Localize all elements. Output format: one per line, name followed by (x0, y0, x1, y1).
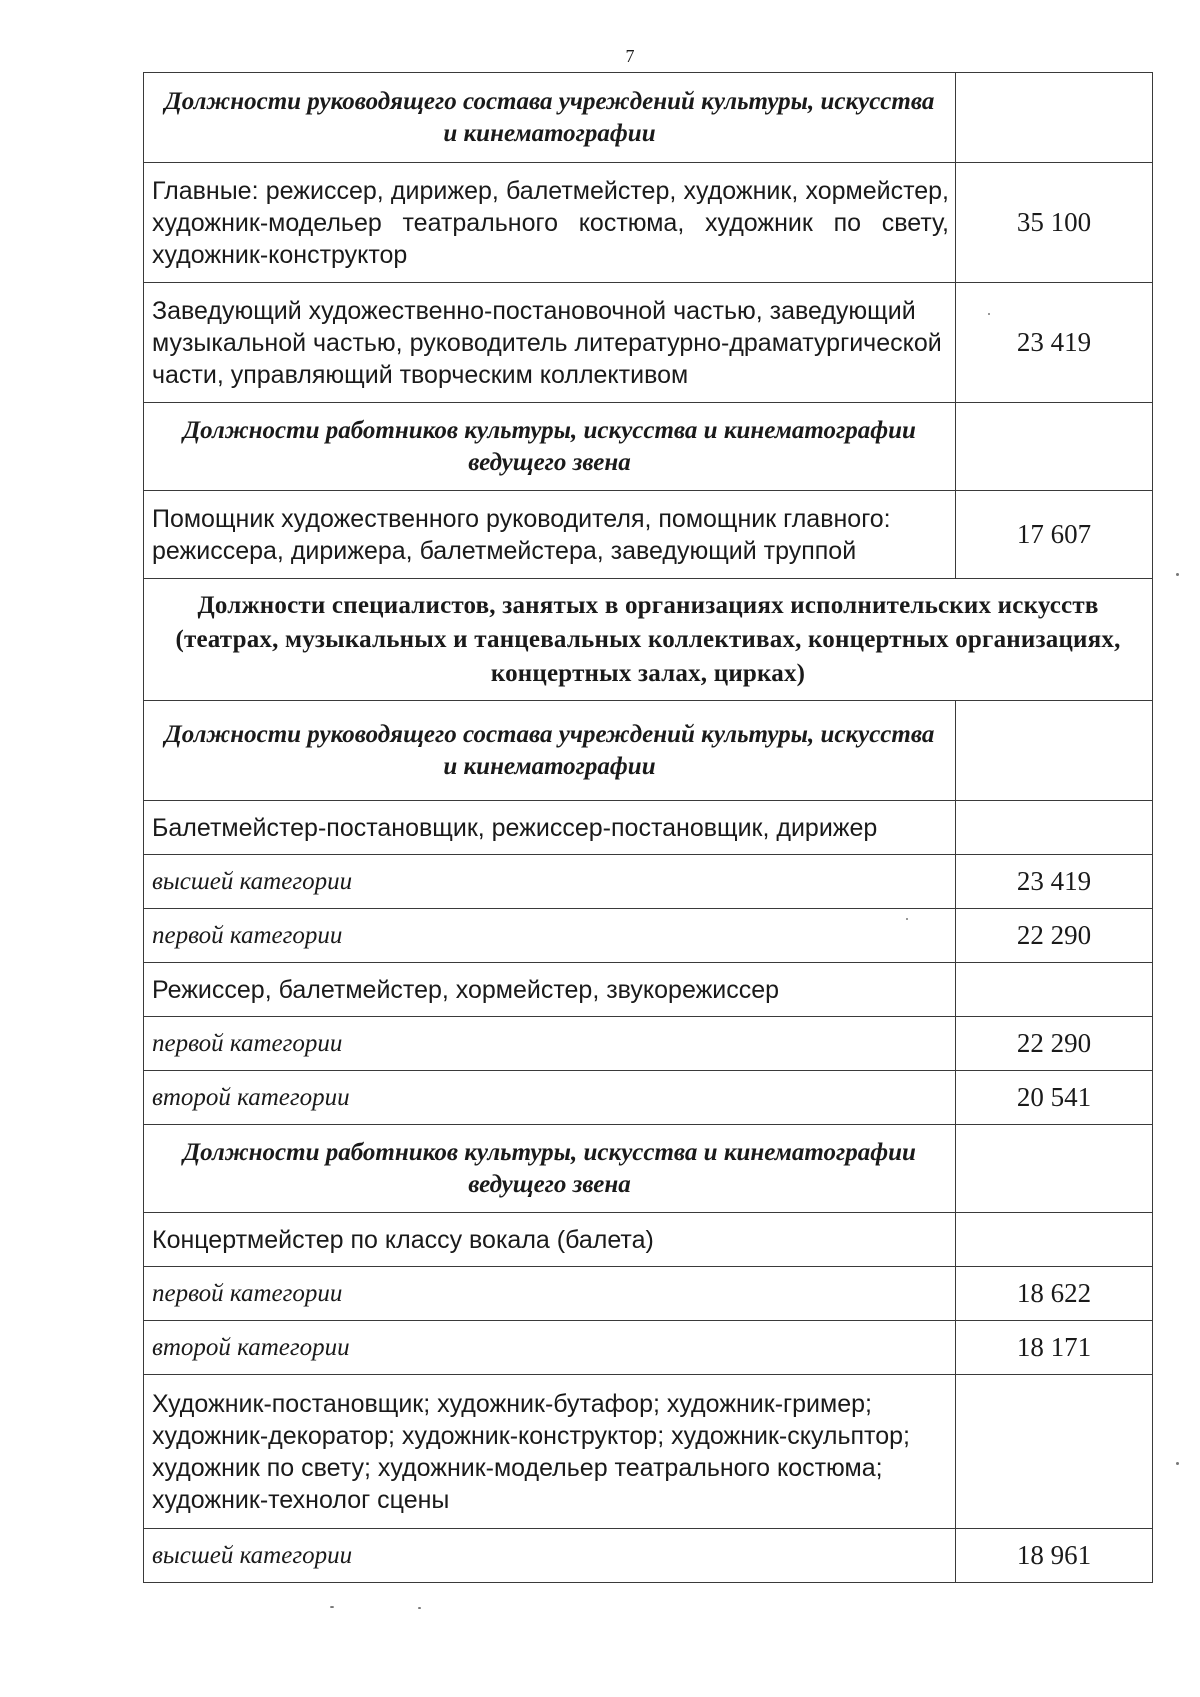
table-row (144, 801, 1153, 855)
salary-value: 17 607 (956, 491, 1153, 579)
position-label: Помощник художественного руководителя, помощник главного: режиссера, дирижера, балетмейстера, заведующий труппой (144, 491, 956, 579)
salary-value: 20 541 (956, 1071, 1153, 1125)
table-row (144, 73, 1153, 163)
section-heading-leading-tier: Должности работников культуры, искусства и кинематографии ведущего звена (144, 1125, 956, 1213)
table-row (144, 1071, 1153, 1125)
table-row (144, 963, 1153, 1017)
scan-speck (906, 918, 908, 920)
section-heading-leadership: Должности руководящего состава учреждений культуры, искусства и кинематографии (144, 73, 956, 163)
table-row (144, 909, 1153, 963)
category-label: первой категории (144, 909, 956, 963)
category-label: второй категории (144, 1321, 956, 1375)
section-heading-performing-arts: Должности специалистов, занятых в организациях исполнительских искусств (театрах, музыкальных и танцевальных коллективах, концертных организациях, концертных залах, цирках) (144, 579, 1153, 701)
salary-value: 18 961 (956, 1529, 1153, 1583)
salary-value (956, 1375, 1153, 1529)
salary-value: 18 171 (956, 1321, 1153, 1375)
position-label: Режиссер, балетмейстер, хормейстер, звукорежиссер (144, 963, 956, 1017)
category-label: второй категории (144, 1071, 956, 1125)
position-label: Заведующий художественно-постановочной частью, заведующий музыкальной частью, руководитель литературно-драматургической части, управляющий творческим коллективом (144, 283, 956, 403)
position-label: Главные: режиссер, дирижер, балетмейстер, художник, хормейстер, художник-модельер театрального костюма, художник по свету, художник-конструктор (144, 163, 956, 283)
table-row (144, 163, 1153, 283)
scan-speck (1176, 1462, 1179, 1465)
salary-value (956, 801, 1153, 855)
position-label: Художник-постановщик; художник-бутафор; художник-гример; художник-декоратор; художник-конструктор; художник-скульптор; художник по свету; художник-модельер театрального костюма; художник-технолог сцены (144, 1375, 956, 1529)
scan-speck (988, 313, 990, 315)
salary-value: 22 290 (956, 1017, 1153, 1071)
salary-value: 35 100 (956, 163, 1153, 283)
salary-value (956, 1213, 1153, 1267)
salary-table (143, 72, 1153, 1583)
category-label: высшей категории (144, 1529, 956, 1583)
salary-value (956, 403, 1153, 491)
table-row (144, 1017, 1153, 1071)
scan-speck (418, 1607, 421, 1609)
table-row (144, 1267, 1153, 1321)
table-row (144, 1321, 1153, 1375)
page-number: 7 (625, 46, 635, 66)
table-row (144, 701, 1153, 801)
table-row (144, 283, 1153, 403)
salary-value (956, 963, 1153, 1017)
section-heading-leadership: Должности руководящего состава учреждений культуры, искусства и кинематографии (144, 701, 956, 801)
table-row (144, 491, 1153, 579)
table-row (144, 1375, 1153, 1529)
table-row (144, 1125, 1153, 1213)
salary-value (956, 73, 1153, 163)
salary-value: 23 419 (956, 283, 1153, 403)
salary-value: 18 622 (956, 1267, 1153, 1321)
table-row (144, 855, 1153, 909)
scan-speck (330, 1606, 334, 1608)
category-label: первой категории (144, 1267, 956, 1321)
table-row (144, 1529, 1153, 1583)
salary-value (956, 1125, 1153, 1213)
salary-value (956, 701, 1153, 801)
salary-value: 23 419 (956, 855, 1153, 909)
table-row (144, 1213, 1153, 1267)
salary-value: 22 290 (956, 909, 1153, 963)
category-label: первой категории (144, 1017, 956, 1071)
category-label: высшей категории (144, 855, 956, 909)
position-label: Концертмейстер по классу вокала (балета) (144, 1213, 956, 1267)
table-row (144, 579, 1153, 701)
position-label: Балетмейстер-постановщик, режиссер-постановщик, дирижер (144, 801, 956, 855)
scan-speck (1176, 573, 1179, 576)
section-heading-leading-tier: Должности работников культуры, искусства и кинематографии ведущего звена (144, 403, 956, 491)
table-row (144, 403, 1153, 491)
